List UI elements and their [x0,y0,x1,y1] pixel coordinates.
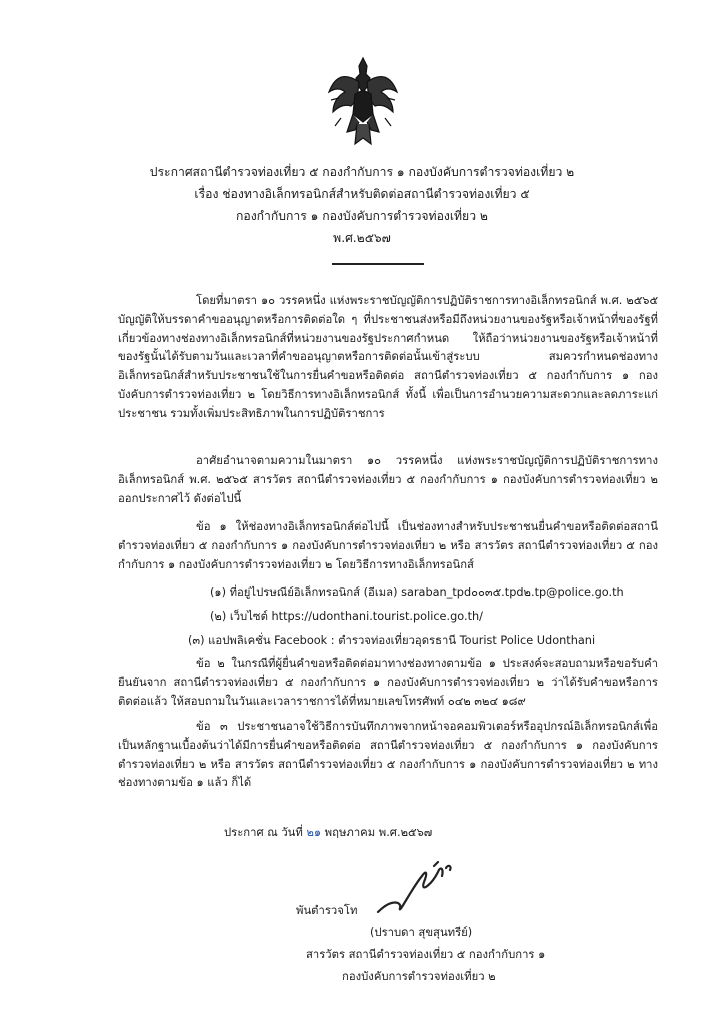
signature-icon [372,858,462,922]
paragraph-preamble: โดยที่มาตรา ๑๐ วรรคหนึ่ง แห่งพระราชบัญญัติการปฏิบัติราชการทางอิเล็กทรอนิกส์ พ.ศ. ๒๕๖๕ บัญญัติให้บรรดาคำขออนุญาตหรือการติดต่อใด ๆ ที่ประชาชนส่งหรือมีถึงหน่วยงานของรัฐหรือเจ้าหน้าที่ของรัฐที่เกี่ยวข้องทางช่องทางอิเล็กทรอนิกส์ที่หน่วยงานของรัฐประกาศกำหนด ให้ถือว่าหน่วยงานของรัฐหรือเจ้าหน้าที่ของรัฐนั้นได้รับตามวันและเวลาที่คำขออนุญาตหรือการติดต่อนั้นเข้าสู่ระบบ สมควรกำหนดช่องทางอิเล็กทรอนิกส์สำหรับประชาชนใช้ในการยื่นคำขอหรือติดต่อ สถานีตำรวจท่องเที่ยว ๕ กองกำกับการ ๑ กองบังคับการตำรวจท่องเที่ยว ๒ โดยวิธีการทางอิเล็กทรอนิกส์ ทั้งนี้ เพื่อเป็นการอำนวยความสะดวกและลดภาระแก่ประชาชน รวมทั้งเพิ่มประสิทธิภาพในการปฏิบัติราชการ [118,294,658,420]
announce-date [224,824,432,843]
signer-position-2: กองบังคับการตำรวจท่องเที่ยว ๒ [342,970,496,983]
signer-rank: พันตำรวจโท [296,904,358,917]
channel-email: (๑) ที่อยู่ไปรษณีย์อิเล็กทรอนิกส์ (อีเมล) saraban_tpd๐๐๓๕.tpd๒.tp@police.go.th [210,586,624,599]
paragraph-clause-2: ข้อ ๒ ในกรณีที่ผู้ยื่นคำขอหรือติดต่อมาทางช่องทางตามข้อ ๑ ประสงค์จะสอบถามหรือขอรับคำยืนยันจาก สถานีตำรวจท่องเที่ยว ๕ กองกำกับการ ๑ กองบังคับการตำรวจท่องเที่ยว ๒ ว่าได้รับคำขอหรือการติดต่อแล้ว ให้สอบถามในวันและเวลาราชการได้ที่หมายเลขโทรศัพท์ ๐๔๒ ๓๒๔ ๑๘๙ [118,657,658,708]
title-line-2: เรื่อง ช่องทางอิเล็กทรอนิกส์สำหรับติดต่อสถานีตำรวจท่องเที่ยว ๕ [194,187,530,201]
title-divider [332,263,424,265]
channel-website: (๒) เว็บไซต์ https://udonthani.tourist.police.go.th/ [210,610,483,623]
signer-name: (ปราบดา สุขสุนทรีย์) [370,926,473,939]
announce-prefix: ประกาศ ณ วันที่ [224,826,303,839]
paragraph-clause-1: ข้อ ๑ ให้ช่องทางอิเล็กทรอนิกส์ต่อไปนี้ เป็นช่องทางสำหรับประชาชนยื่นคำขอหรือติดต่อสถานีตำรวจท่องเที่ยว ๕ กองกำกับการ ๑ กองบังคับการตำรวจท่องเที่ยว ๒ หรือ สารวัตร สถานีตำรวจท่องเที่ยว ๕ กองกำกับการ ๑ กองบังคับการตำรวจท่องเที่ยว ๒ โดยวิธีการทางอิเล็กทรอนิกส์ [118,520,658,571]
paragraph-authority: อาศัยอำนาจตามความในมาตรา ๑๐ วรรคหนึ่ง แห่งพระราชบัญญัติการปฏิบัติราชการทางอิเล็กทรอนิกส์ พ.ศ. ๒๕๖๕ สารวัตร สถานีตำรวจท่องเที่ยว ๕ กองกำกับการ ๑ กองบังคับการตำรวจท่องเที่ยว ๒ ออกประกาศไว้ ดังต่อไปนี้ [118,454,658,505]
signer-position-1: สารวัตร สถานีตำรวจท่องเที่ยว ๕ กองกำกับการ ๑ [306,948,546,961]
paragraph-clause-3: ข้อ ๓ ประชาชนอาจใช้วิธีการบันทึกภาพจากหน้าจอคอมพิวเตอร์หรืออุปกรณ์อิเล็กทรอนิกส์เพื่อเป็นหลักฐานเบื้องต้นว่าได้มีการยื่นคำขอหรือติดต่อ สถานีตำรวจท่องเที่ยว ๕ กองกำกับการ ๑ กองบังคับการตำรวจท่องเที่ยว ๒ หรือ สารวัตร สถานีตำรวจท่องเที่ยว ๕ กองกำกับการ ๑ กองบังคับการตำรวจท่องเที่ยว ๒ ทางช่องทางตามข้อ ๑ แล้ว ก็ได้ [118,720,658,790]
title-line-1: ประกาศสถานีตำรวจท่องเที่ยว ๕ กองกำกับการ ๑ กองบังคับการตำรวจท่องเที่ยว ๒ [149,165,575,179]
title-line-3: กองกำกับการ ๑ กองบังคับการตำรวจท่องเที่ยว ๒ [236,209,488,223]
channel-facebook: (๓) แอปพลิเคชั่น Facebook : ตำรวจท่องเที่ยวอุดรธานี Tourist Police Udonthani [188,634,596,647]
title-year: พ.ศ.๒๕๖๗ [333,231,391,245]
announce-month-year: พฤษภาคม พ.ศ.๒๕๖๗ [324,826,433,839]
garuda-emblem-icon [325,52,401,152]
announce-day: ๒๑ [306,826,322,839]
